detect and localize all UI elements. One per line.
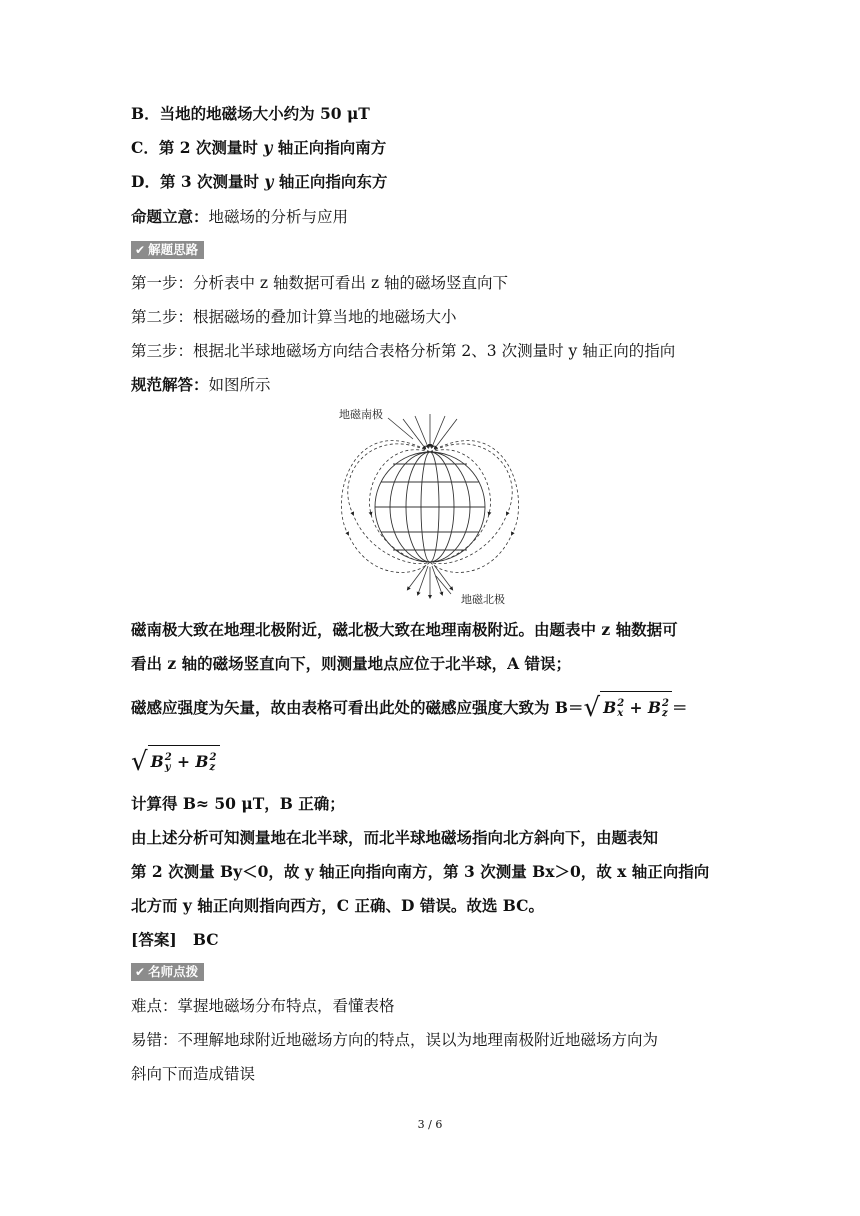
sqrt-bx-bz: √ B 2 x + B 2 z (584, 691, 673, 725)
check-icon: ✔ (135, 965, 146, 979)
step-2: 第二步：根据磁场的叠加计算当地的地磁场大小 (131, 308, 457, 326)
final-answer-text: BC (192, 930, 219, 949)
difficulty-line: 难点：掌握地磁场分布特点，看懂表格 (131, 997, 395, 1015)
tips-badge (131, 963, 204, 981)
paragraph-3-line-2: 第 2 次测量 By＜0，故 y 轴正向指向南方，第 3 次测量 Bx＞0，故 x 轴正向指向 (131, 862, 710, 881)
intent-text: 地磁场的分析与应用 (208, 208, 349, 226)
step-3: 第三步：根据北半球地磁场方向结合表格分析第 2、3 次测量时 y 轴正向的指向 (131, 342, 676, 360)
thinking-badge-label: 解题思路 (148, 242, 199, 257)
geomagnetic-figure (333, 404, 523, 609)
paragraph-3-line-1: 由上述分析可知测量地在北半球，而北半球地磁场指向北方斜向下，由题表知 (131, 828, 659, 847)
label-magnetic-south-pole: 地磁南极 (339, 408, 383, 421)
earth-field-diagram (333, 404, 523, 609)
answer-text: 如图所示 (208, 376, 271, 394)
error-line-2: 斜向下而造成错误 (131, 1065, 256, 1083)
paragraph-2-line-1 (131, 688, 734, 728)
check-icon: ✔ (135, 243, 146, 257)
page-number: 3 / 6 (417, 1118, 443, 1131)
answer-line (131, 375, 734, 395)
calc-line: 计算得 B≈ 50 μT，B 正确； (131, 794, 345, 813)
option-b: B．当地的地磁场大小约为 50 μT (131, 104, 370, 123)
tips-badge-label: 名师点拨 (148, 964, 199, 979)
sqrt-by-bz: √ B 2 y + B 2 z (131, 745, 220, 779)
paragraph-1-line-2: 看出 z 轴的磁场竖直向下，则测量地点应位于北半球，A 错误； (131, 654, 572, 673)
final-answer-line (131, 930, 734, 950)
intent-label: 命题立意： (131, 207, 209, 226)
paragraph-3-line-3: 北方而 y 轴正向则指向西方，C 正确、D 错误。故选 BC。 (131, 896, 544, 915)
thinking-badge (131, 241, 204, 259)
option-c: C．第 2 次测量时 y 轴正向指向南方 (131, 138, 387, 157)
answer-label: 规范解答： (131, 375, 209, 394)
error-line-1: 易错：不理解地球附近地磁场方向的特点，误以为地理南极附近地磁场方向为 (131, 1031, 659, 1049)
label-magnetic-north-pole: 地磁北极 (461, 593, 505, 606)
paragraph-2-line-2 (131, 742, 734, 782)
step-1: 第一步：分析表中 z 轴数据可看出 z 轴的磁场竖直向下 (131, 274, 509, 292)
paragraph-2-text: 磁感应强度为矢量，故由表格可看出此处的磁感应强度大致为 B＝ (131, 698, 584, 717)
paragraph-1-line-1: 磁南极大致在地理北极附近，磁北极大致在地理南极附近。由题表中 z 轴数据可 (131, 620, 678, 639)
equals-sign: ＝ (672, 698, 688, 717)
option-d: D．第 3 次测量时 y 轴正向指向东方 (131, 172, 388, 191)
final-answer-label: [答案] (131, 930, 177, 949)
intent-line (131, 207, 734, 227)
